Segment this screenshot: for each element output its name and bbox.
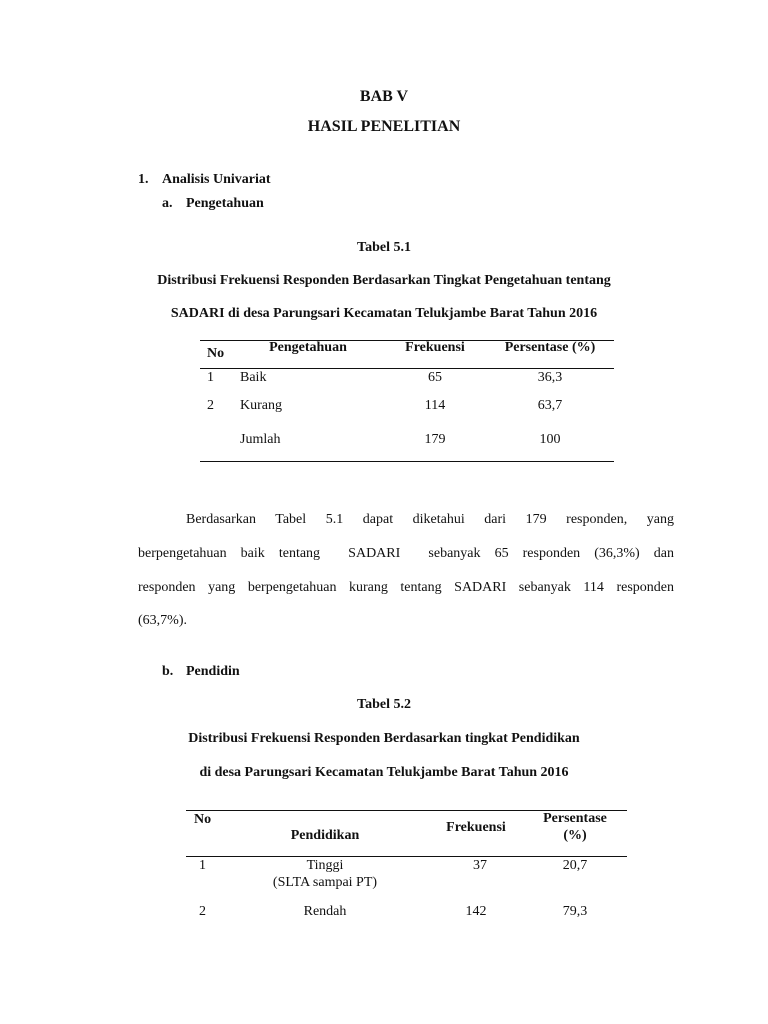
section-number: 1. [138,172,149,187]
paragraph-line4: (63,7%). [138,613,187,628]
table2-row2-label: Rendah [303,904,347,919]
table2-row1-freq: 37 [473,858,487,873]
table2-header-frekuensi: Frekuensi [446,820,506,835]
table2-caption-line1: Distribusi Frekuensi Responden Berdasarkan tingkat Pendidikan [188,731,580,746]
subsection-a-title: Pengetahuan [186,196,264,211]
table1-row1-no: 1 [207,370,214,385]
table1-row2-no: 2 [207,398,214,413]
table2-label: Tabel 5.2 [357,697,411,712]
table1-row2-pct: 63,7 [537,398,563,413]
chapter-label: BAB V [359,88,409,105]
table1-row2-freq: 114 [424,398,446,413]
table2-caption-line2: di desa Parungsari Kecamatan Telukjambe Barat Tahun 2016 [199,765,569,780]
table1-header-rule [200,368,614,369]
table1-label: Tabel 5.1 [357,240,411,255]
table1-header-no: No [207,346,225,361]
table2-row1-no: 1 [199,858,206,873]
table2-header-rule [186,856,627,857]
section-title: Analisis Univariat [162,172,271,187]
table2-row1-pct: 20,7 [562,858,588,873]
table2-header-pendidikan: Pendidikan [290,828,360,843]
table1-row1-label: Baik [240,370,267,385]
chapter-title: HASIL PENELITIAN [307,118,461,135]
table2-header-persentase-line1: Persentase [543,811,607,826]
subsection-a-letter: a. [162,196,173,211]
table1-row2-label: Kurang [240,398,282,413]
table2-row2-freq: 142 [465,904,487,919]
table2-header-persentase-line2: (%) [563,828,587,843]
table2-header-no: No [194,812,212,827]
table2-row1-label-line2: (SLTA sampai PT) [272,875,378,890]
subsection-b-letter: b. [162,664,174,679]
paragraph-line2: berpengetahuan baik tentang SADARI sebanyak 65 responden (36,3%) dan [138,546,674,561]
table1-header-persentase: Persentase (%) [504,340,596,355]
table2-row2-pct: 79,3 [562,904,588,919]
subsection-b-title: Pendidin [186,664,240,679]
table1-row1-pct: 36,3 [537,370,563,385]
table1-bottom-rule [200,461,614,462]
paragraph-line1: Berdasarkan Tabel 5.1 dapat diketahui dari 179 responden, yang [186,512,674,527]
table1-header-pengetahuan: Pengetahuan [269,340,347,355]
table1-row1-freq: 65 [428,370,442,385]
table2-row2-no: 2 [199,904,206,919]
table1-total-pct: 100 [539,432,561,447]
table2-row1-label-line1: Tinggi [306,858,344,873]
table1-caption-line2: SADARI di desa Parungsari Kecamatan Telukjambe Barat Tahun 2016 [170,306,598,321]
table1-total-label: Jumlah [240,432,281,447]
table1-header-frekuensi: Frekuensi [405,340,465,355]
paragraph-line3: responden yang berpengetahuan kurang tentang SADARI sebanyak 114 responden [138,580,674,595]
table1-total-freq: 179 [424,432,446,447]
table1-caption-line1: Distribusi Frekuensi Responden Berdasarkan Tingkat Pengetahuan tentang [157,273,611,288]
